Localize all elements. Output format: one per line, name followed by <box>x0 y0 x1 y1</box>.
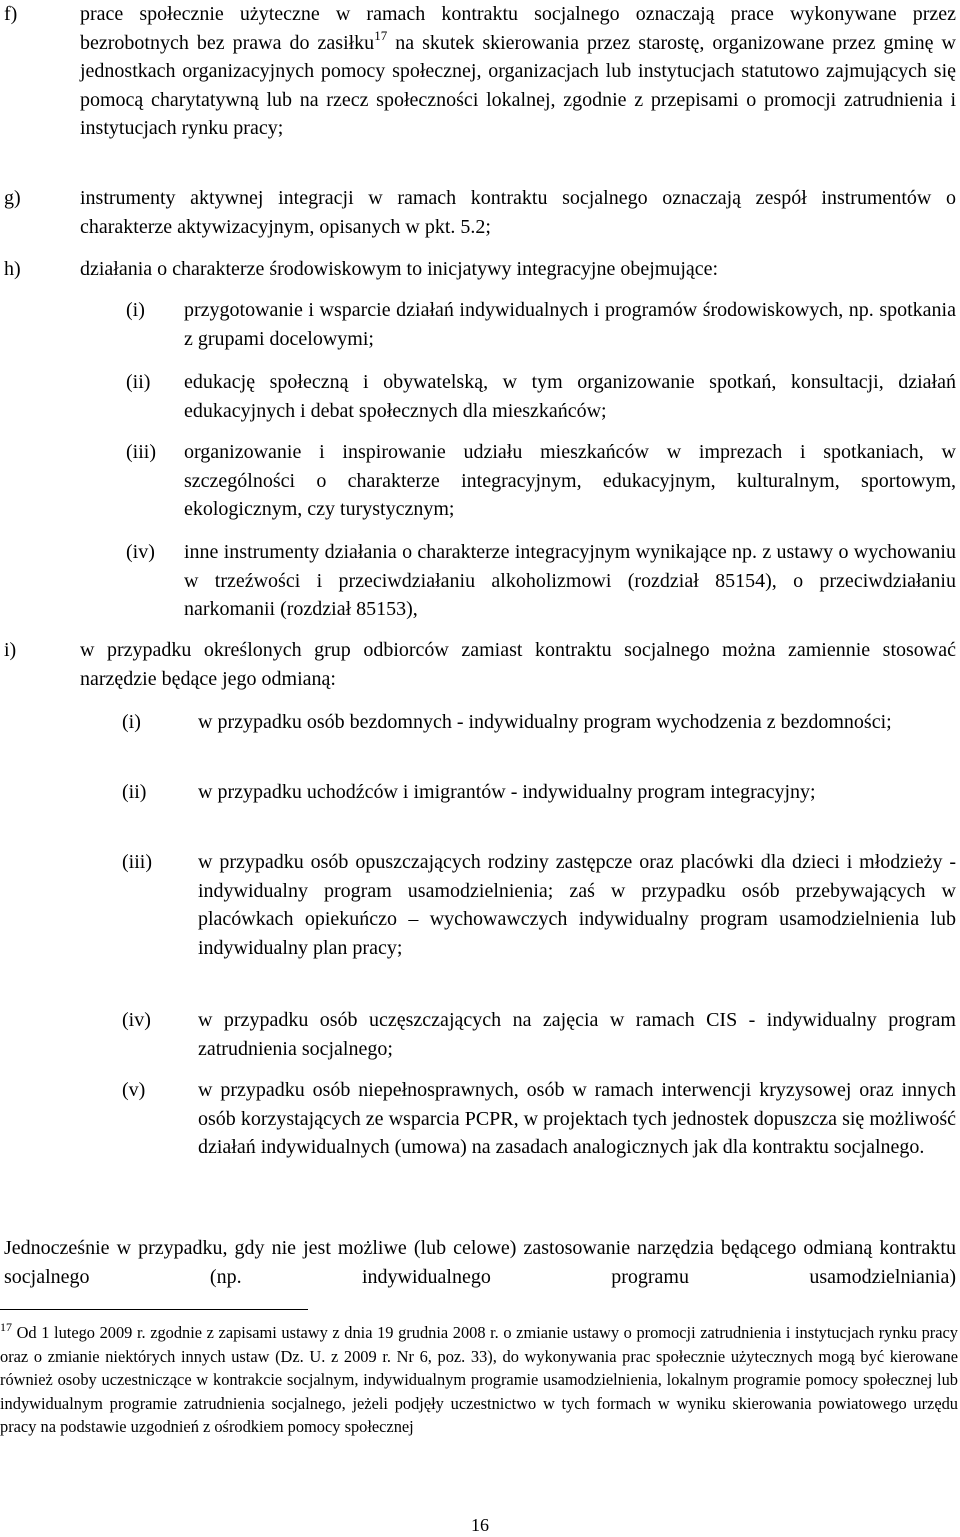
page-number: 16 <box>471 1515 489 1535</box>
sublist-item-h-iii <box>0 438 960 524</box>
list-item-i <box>0 636 960 694</box>
sublist-text: w przypadku osób bezdomnych - indywidualny program wychodzenia z bezdomności; <box>198 711 892 733</box>
sublist-text: inne instrumenty działania o charakterze integracyjnym wynikające np. z ustawy o wychowaniu w trzeźwości i przeciwdziałaniu alkoholizmowi (rozdział 85154), o przeciwdziałaniu narkomanii (rozdział 85153), <box>184 541 956 621</box>
list-label: f) <box>4 3 18 25</box>
sublist-text: w przypadku osób opuszczających rodziny zastępcze oraz placówki dla dzieci i młodzieży - indywidualny program usamodzielnienia; zaś w przypadku osób przebywających w placówkach opiekuńczo – wychowawczych indywidualny program usamodzielnienia lub indywidualny plan pracy; <box>198 851 956 959</box>
sublist-label: (i) <box>122 711 141 733</box>
list-item-g <box>0 184 960 242</box>
sublist-text: w przypadku osób uczęszczających na zajęcia w ramach CIS - indywidualny program zatrudnienia socjalnego; <box>198 1009 956 1060</box>
footnote-reference[interactable]: 17 <box>374 27 388 43</box>
list-label: h) <box>4 258 21 280</box>
list-text: instrumenty aktywnej integracji w ramach kontraktu socjalnego oznaczają zespół instrumentów o charakterze aktywizacyjnym, opisanych w pkt. 5.2; <box>80 187 956 238</box>
sublist-label: (iv) <box>122 1009 151 1031</box>
list-item-h <box>0 255 960 285</box>
sublist-label: (ii) <box>122 781 147 803</box>
list-label: i) <box>4 639 17 661</box>
sublist-text: w przypadku osób niepełnosprawnych, osób w ramach interwencji kryzysowej oraz innych osób korzystających ze wsparcia PCPR, w projektach tych jednostek dopuszcza się możliwość działań indywidualnych (umowa) na zasadach analogicznych jak dla kontraktu socjalnego. <box>198 1079 956 1159</box>
footnote-text: Od 1 lutego 2009 r. zgodnie z zapisami ustawy z dnia 19 grudnia 2008 r. o zmianie ustawy o promocji zatrudnienia i instytucjach rynku pracy oraz o zmianie niektórych innych ustaw (Dz. U. z 2009 r. Nr 6, poz. 33), do wykonywania prac społecznie użytecznych mogą być kierowane również osoby uczestniczące w kontrakcie socjalnym, indywidualnym programie usamodzielnienia, lokalnym programie pomocy społecznej lub indywidualnym programie zatrudnienia socjalnego, jeżeli podjęły uczestnictwo w tych formach w wyniku skierowania powiatowego urzędu pracy na podstawie uzgodnień z ośrodkiem pomocy społecznej <box>0 1323 958 1437</box>
sublist-label: (ii) <box>126 371 151 393</box>
sublist-text: organizowanie i inspirowanie udziału mieszkańców w imprezach i spotkaniach, w szczególności o charakterze integracyjnym, edukacyjnym, kulturalnym, sportowym, ekologicznym, czy turystycznym; <box>184 441 956 521</box>
sublist-item-i-ii <box>0 778 960 836</box>
list-item-f <box>0 0 960 172</box>
sublist-text: edukację społeczną i obywatelską, w tym organizowanie spotkań, konsultacji, działań edukacyjnych i debat społecznych dla mieszkańców; <box>184 371 956 422</box>
sublist-text: w przypadku uchodźców i imigrantów - indywidualny program integracyjny; <box>198 781 816 803</box>
sublist-item-h-i <box>0 296 960 354</box>
footnote-marker: 17 <box>0 1319 12 1334</box>
sublist-label: (iii) <box>122 851 152 873</box>
sublist-label: (iv) <box>126 541 155 563</box>
sublist-label: (i) <box>126 299 145 321</box>
sublist-label: (v) <box>122 1079 146 1101</box>
list-text: w przypadku określonych grup odbiorców zamiast kontraktu socjalnego można zamiennie stosować narzędzie będące jego odmianą: <box>80 639 956 690</box>
sublist-item-i-i <box>0 708 960 766</box>
list-text: działania o charakterze środowiskowym to inicjatywy integracyjne obejmujące: <box>80 258 719 280</box>
text-part: prace społecznie użyteczne w ramach kontraktu socjalnego oznaczają prace wykonywane przez bezrobotnych bez prawa do zasiłku <box>80 3 956 54</box>
list-label: g) <box>4 187 21 209</box>
sublist-text: przygotowanie i wsparcie działań indywidualnych i programów środowiskowych, np. spotkania z grupami docelowymi; <box>184 299 956 350</box>
footnote <box>0 1321 958 1439</box>
sublist-item-i-iv <box>0 1006 960 1064</box>
sublist-item-h-ii <box>0 368 960 426</box>
text-part: na skutek skierowania przez starostę, organizowane przez gminę w jednostkach organizacyjnych pomocy społecznej, organizacjach lub instytucjach statutowo zajmujących się pomocą charytatywną lub na rzecz społeczności lokalnej, zgodnie z przepisami o promocji zatrudnienia i instytucjach rynku pracy; <box>80 31 957 140</box>
closing-paragraph: Jednocześnie w przypadku, gdy nie jest możliwe (lub celowe) zastosowanie narzędzia będącego odmianą kontraktu socjalnego (np. indywidualnego programu usamodzielniania) <box>4 1237 956 1288</box>
sublist-item-i-iii <box>0 848 960 994</box>
list-text <box>80 0 956 143</box>
sublist-item-h-iv <box>0 538 960 624</box>
footnote-separator <box>0 1309 308 1310</box>
sublist-label: (iii) <box>126 441 156 463</box>
sublist-item-i-v <box>0 1076 960 1222</box>
